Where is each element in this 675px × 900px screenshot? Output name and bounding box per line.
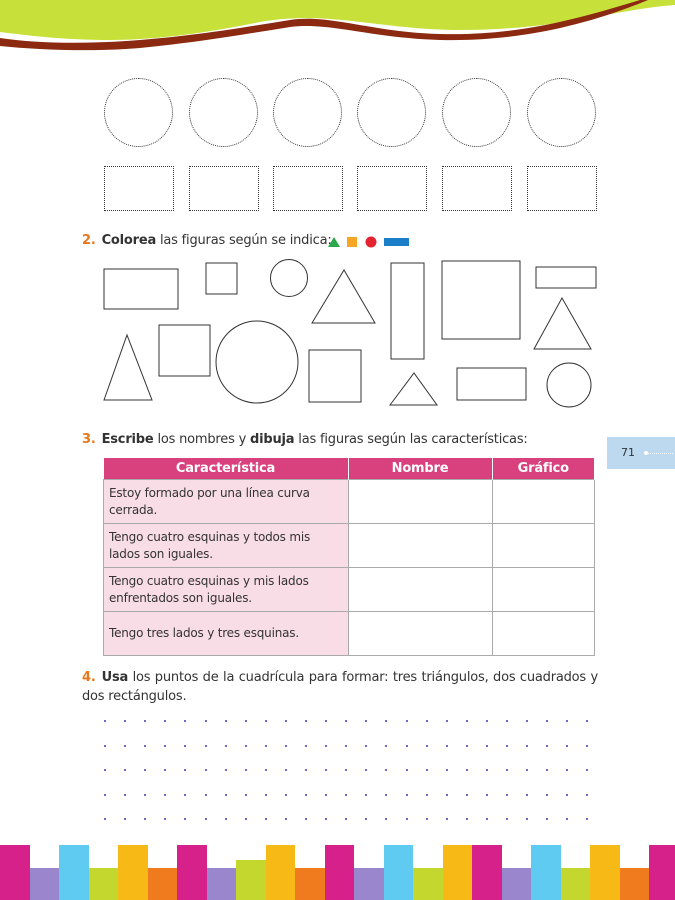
stripe: [236, 860, 266, 900]
grid-dot: [164, 818, 166, 820]
stripe: [531, 845, 561, 900]
name-answer-cell[interactable]: [348, 524, 492, 568]
header-name: Nombre: [348, 458, 492, 480]
page-number-tab: [607, 437, 675, 469]
question-number: 2.: [82, 233, 96, 248]
rectangle-shape: [457, 368, 526, 400]
grid-dot: [526, 769, 528, 771]
red-circle-icon: [366, 237, 377, 248]
grid-dot: [546, 769, 548, 771]
dotted-rectangle: [104, 166, 174, 211]
grid-dot: [546, 745, 548, 747]
table-row: [104, 612, 595, 656]
stripe: [620, 868, 650, 900]
grid-dot: [466, 769, 468, 771]
characteristic-cell: Tengo tres lados y tres esquinas.: [104, 612, 349, 656]
triangle-shape: [534, 298, 591, 349]
table-row: [104, 524, 595, 568]
grid-dot: [124, 794, 126, 796]
question-verb: Escribe: [101, 432, 154, 447]
grid-dot: [325, 720, 327, 722]
name-answer-cell[interactable]: [348, 612, 492, 656]
dotted-rectangle: [189, 166, 259, 211]
stripe: [0, 845, 30, 900]
dotted-circle: [442, 78, 511, 147]
stripe: [325, 845, 355, 900]
grid-dot: [104, 794, 106, 796]
grid-dot: [144, 769, 146, 771]
grid-dot: [325, 769, 327, 771]
grid-dot: [345, 745, 347, 747]
grid-dot: [365, 818, 367, 820]
grid-dot: [365, 769, 367, 771]
stripe: [177, 845, 207, 900]
grid-dot: [164, 745, 166, 747]
table-row: [104, 568, 595, 612]
grid-dot: [486, 794, 488, 796]
grid-dot: [566, 720, 568, 722]
square-shape: [206, 263, 237, 294]
name-answer-cell[interactable]: [348, 568, 492, 612]
grid-dot: [144, 745, 146, 747]
grid-dot: [446, 794, 448, 796]
grid-dot: [385, 818, 387, 820]
grid-dot: [486, 818, 488, 820]
grid-dot: [205, 794, 207, 796]
grid-dot: [446, 720, 448, 722]
characteristic-cell: Tengo cuatro esquinas y mis lados enfrentados son iguales.: [104, 568, 349, 612]
grid-dot: [526, 818, 528, 820]
stripe: [89, 868, 119, 900]
grid-dot: [205, 818, 207, 820]
grid-dot: [486, 769, 488, 771]
square-shape: [442, 261, 520, 339]
dotted-circle: [273, 78, 342, 147]
question-number: 3.: [82, 432, 96, 447]
grid-dot: [586, 769, 588, 771]
grid-dot: [245, 720, 247, 722]
question-number: 4.: [82, 670, 96, 685]
stripe: [295, 868, 325, 900]
dotted-circle: [357, 78, 426, 147]
grid-dot: [124, 720, 126, 722]
grid-dot: [466, 818, 468, 820]
grid-dot: [486, 720, 488, 722]
grid-dot: [526, 794, 528, 796]
grid-dot: [446, 818, 448, 820]
grid-dot: [385, 720, 387, 722]
dotted-rectangle: [442, 166, 512, 211]
grid-dot: [566, 794, 568, 796]
grid-dot: [124, 769, 126, 771]
stripe: [30, 868, 60, 900]
grid-dot: [325, 818, 327, 820]
grid-dot: [225, 720, 227, 722]
grid-dot: [365, 745, 367, 747]
question-3: 3. Escribe los nombres y dibuja las figuras según las características:: [82, 432, 528, 447]
grid-dot: [104, 745, 106, 747]
grid-dot: [546, 794, 548, 796]
grid-dot: [426, 769, 428, 771]
grid-dot: [345, 769, 347, 771]
grid-dot: [245, 769, 247, 771]
grid-dot: [426, 720, 428, 722]
grid-dot: [225, 745, 227, 747]
triangle-shape: [312, 270, 375, 323]
stripe: [118, 845, 148, 900]
blue-rectangle-icon: [384, 238, 409, 246]
grid-dot: [345, 818, 347, 820]
header-characteristic: Característica: [104, 458, 349, 480]
grid-dot: [104, 818, 106, 820]
rectangle-shape: [536, 267, 596, 288]
grid-dot: [426, 818, 428, 820]
square-shape: [159, 325, 210, 376]
dotted-rectangle: [273, 166, 343, 211]
grid-dot: [225, 794, 227, 796]
grid-dot: [265, 720, 267, 722]
graphic-answer-cell[interactable]: [492, 612, 595, 656]
question-text: las figuras según se indica:: [156, 233, 332, 248]
circle-shape: [216, 321, 298, 403]
triangle-shape: [104, 335, 152, 400]
circle-shape: [547, 363, 591, 407]
grid-dot: [526, 720, 528, 722]
question-4: [82, 668, 598, 706]
grid-dot: [305, 769, 307, 771]
grid-dot: [285, 720, 287, 722]
grid-dot: [466, 794, 468, 796]
grid-dot: [124, 818, 126, 820]
shapes-to-color: [95, 255, 615, 415]
header-wave-decoration: [0, 0, 675, 60]
page-number: 71: [621, 446, 635, 459]
stripe: [59, 845, 89, 900]
grid-dot: [164, 769, 166, 771]
grid-dot: [285, 769, 287, 771]
grid-dot: [285, 818, 287, 820]
grid-dot: [406, 818, 408, 820]
stripe: [472, 845, 502, 900]
grid-dot: [466, 720, 468, 722]
stripe: [590, 845, 620, 900]
grid-dot: [345, 794, 347, 796]
green-triangle-icon: [328, 237, 340, 247]
question-verb: Colorea: [101, 233, 157, 248]
grid-dot: [385, 769, 387, 771]
grid-dot: [144, 818, 146, 820]
grid-dot: [466, 745, 468, 747]
dotted-circle: [189, 78, 258, 147]
dotted-rectangle: [357, 166, 427, 211]
grid-dot: [506, 818, 508, 820]
square-shape: [309, 350, 361, 402]
stripe: [354, 868, 384, 900]
dotted-rectangle: [527, 166, 597, 211]
grid-dot: [546, 818, 548, 820]
grid-dot: [265, 769, 267, 771]
grid-dot: [265, 818, 267, 820]
grid-dot: [144, 720, 146, 722]
stripe: [148, 868, 178, 900]
grid-dot: [305, 745, 307, 747]
name-answer-cell[interactable]: [348, 480, 492, 524]
question-verb: Usa: [101, 670, 129, 685]
stripe: [413, 868, 443, 900]
graphic-answer-cell[interactable]: [492, 524, 595, 568]
grid-dot: [566, 818, 568, 820]
triangle-shape: [390, 373, 437, 405]
grid-dot: [144, 794, 146, 796]
grid-dot: [385, 794, 387, 796]
grid-dot: [406, 720, 408, 722]
question-text: los puntos de la cuadrícula para formar: tres triángulos, dos cuadrados y dos rectángulos.: [82, 670, 598, 704]
grid-dot: [205, 769, 207, 771]
grid-dot: [325, 745, 327, 747]
grid-dot: [305, 818, 307, 820]
header-graphic: Gráfico: [492, 458, 595, 480]
question-verb: dibuja: [250, 432, 295, 447]
grid-dot: [526, 745, 528, 747]
stripe: [649, 845, 675, 900]
grid-dot: [586, 720, 588, 722]
circle-shape: [271, 260, 308, 297]
grid-dot: [265, 745, 267, 747]
graphic-answer-cell[interactable]: [492, 480, 595, 524]
grid-dot: [426, 794, 428, 796]
grid-dot: [586, 745, 588, 747]
grid-dot: [184, 720, 186, 722]
grid-dot: [406, 745, 408, 747]
characteristic-cell: Tengo cuatro esquinas y todos mis lados son iguales.: [104, 524, 349, 568]
grid-dot: [506, 794, 508, 796]
grid-dot: [205, 745, 207, 747]
grid-dot: [506, 720, 508, 722]
characteristics-table: [103, 458, 595, 656]
table-row: [104, 480, 595, 524]
grid-dot: [566, 745, 568, 747]
grid-dot: [325, 794, 327, 796]
grid-dot: [285, 745, 287, 747]
grid-dot: [506, 745, 508, 747]
grid-dot: [406, 794, 408, 796]
dotted-circle: [527, 78, 596, 147]
color-legend: [326, 235, 410, 249]
grid-dot: [104, 720, 106, 722]
grid-dot: [365, 794, 367, 796]
grid-dot: [245, 745, 247, 747]
grid-dot: [385, 745, 387, 747]
grid-dot: [184, 769, 186, 771]
grid-dot: [124, 745, 126, 747]
stripe: [266, 845, 296, 900]
grid-dot: [184, 818, 186, 820]
grid-dot: [586, 794, 588, 796]
stripe: [384, 845, 414, 900]
characteristic-cell: Estoy formado por una línea curva cerrada.: [104, 480, 349, 524]
grid-dot: [486, 745, 488, 747]
grid-dot: [184, 745, 186, 747]
question-2: [82, 233, 332, 248]
grid-dot: [546, 720, 548, 722]
grid-dot: [365, 720, 367, 722]
grid-dot: [104, 769, 106, 771]
grid-dot: [245, 818, 247, 820]
grid-dot: [506, 769, 508, 771]
grid-dot: [586, 818, 588, 820]
grid-dot: [305, 720, 307, 722]
grid-dot: [285, 794, 287, 796]
grid-dot: [265, 794, 267, 796]
grid-dot: [225, 818, 227, 820]
stripe: [207, 868, 237, 900]
graphic-answer-cell[interactable]: [492, 568, 595, 612]
grid-dot: [245, 794, 247, 796]
grid-dot: [164, 794, 166, 796]
grid-dot: [566, 769, 568, 771]
grid-dot: [205, 720, 207, 722]
orange-square-icon: [347, 237, 357, 247]
grid-dot: [446, 769, 448, 771]
stripe: [561, 868, 591, 900]
grid-dot: [446, 745, 448, 747]
rectangle-shape: [104, 269, 178, 309]
grid-dot: [225, 769, 227, 771]
grid-dot: [345, 720, 347, 722]
grid-dot: [426, 745, 428, 747]
grid-dot: [305, 794, 307, 796]
stripe: [502, 868, 532, 900]
grid-dot: [164, 720, 166, 722]
dotted-circle: [104, 78, 173, 147]
grid-dot: [184, 794, 186, 796]
grid-dot: [406, 769, 408, 771]
rectangle-shape: [391, 263, 424, 359]
stripe: [443, 845, 473, 900]
